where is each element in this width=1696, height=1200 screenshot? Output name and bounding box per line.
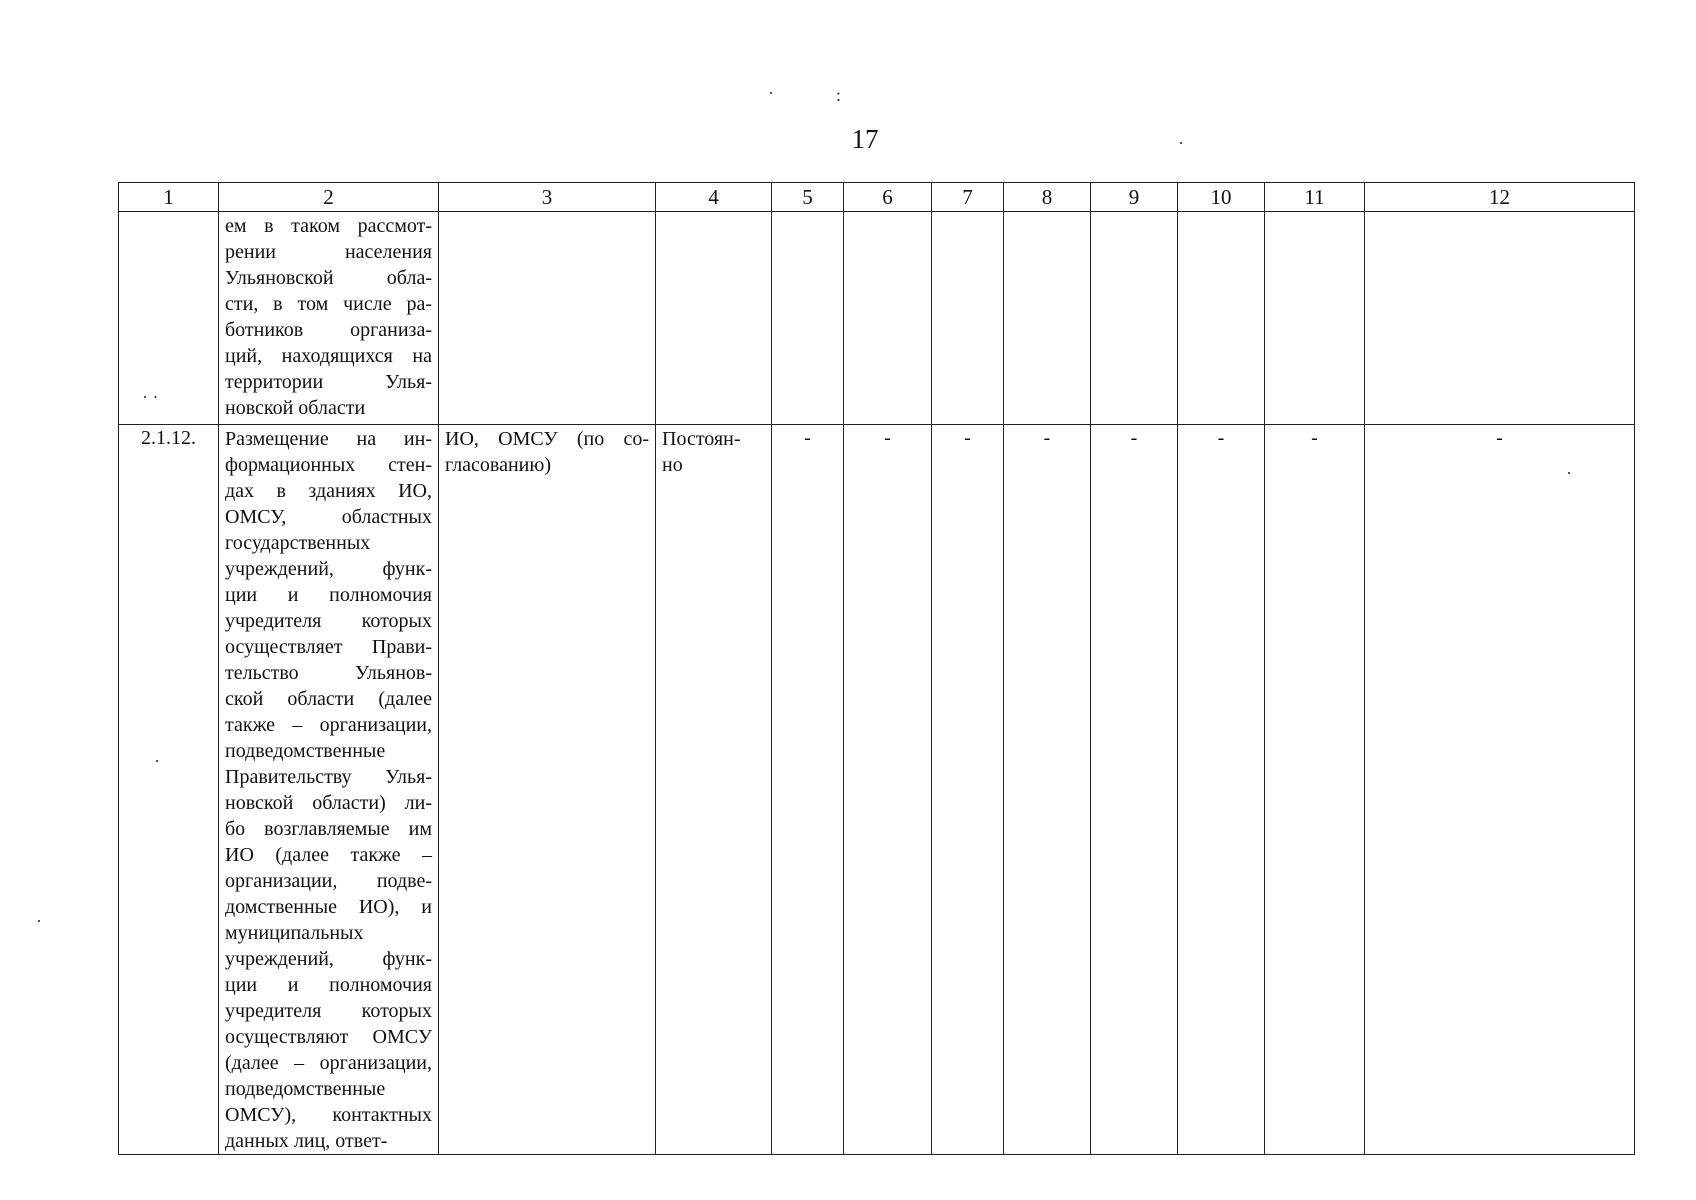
- text-line: организации, подве-: [225, 870, 432, 892]
- dash-cell: -: [844, 425, 932, 1155]
- text-line: дах в зданиях ИО,: [225, 480, 432, 502]
- column-header: 3: [439, 183, 656, 212]
- scan-speck: ·: [36, 911, 42, 931]
- dash-cell: -: [1004, 425, 1091, 1155]
- text-line: муниципальных: [225, 922, 364, 944]
- dash-cell: -: [1365, 425, 1635, 1155]
- description-lines: [219, 425, 438, 1154]
- scan-speck: ·: [1178, 133, 1184, 153]
- value-cell: [1178, 212, 1265, 425]
- text-line: территории Улья-: [225, 371, 432, 393]
- text-line: гласованию): [445, 454, 551, 476]
- text-line: учредителя которых: [225, 610, 432, 632]
- dash-cell: -: [1091, 425, 1178, 1155]
- description-cell: [219, 425, 439, 1155]
- value-cell: [1265, 212, 1365, 425]
- executor-lines: [439, 425, 655, 478]
- column-header: 7: [932, 183, 1004, 212]
- text-line: тельство Ульянов-: [225, 662, 432, 684]
- dash-cell: -: [1178, 425, 1265, 1155]
- value-cell: [844, 212, 932, 425]
- text-line: новской области) ли-: [225, 792, 432, 814]
- executor-cell: [439, 425, 656, 1155]
- text-line: Размещение на ин-: [225, 428, 432, 450]
- text-line: бо возглавляемые им: [225, 818, 432, 840]
- item-number-cell: [119, 212, 219, 425]
- text-line: также – организации,: [225, 714, 432, 736]
- column-header: 8: [1004, 183, 1091, 212]
- column-header: 5: [772, 183, 844, 212]
- value-cell: [1004, 212, 1091, 425]
- text-line: ИО (далее также –: [225, 844, 432, 866]
- page-number: 17: [851, 124, 879, 154]
- text-line: ции и полномочия: [225, 584, 432, 606]
- column-header: 4: [656, 183, 772, 212]
- text-line: учреждений, функ-: [225, 948, 432, 970]
- scan-speck: ·: [768, 83, 774, 103]
- text-line: Постоян-: [662, 428, 741, 450]
- text-line: формационных стен-: [225, 454, 432, 476]
- scan-speck: ·: [1566, 463, 1572, 483]
- text-line: Ульяновской обла-: [225, 267, 432, 289]
- text-line: но: [662, 454, 683, 476]
- text-line: государственных: [225, 532, 371, 554]
- column-number-row: [119, 183, 1635, 212]
- text-line: учредителя которых: [225, 1000, 432, 1022]
- dash-cell: -: [772, 425, 844, 1155]
- column-header: 11: [1265, 183, 1365, 212]
- text-line: подведомственные: [225, 1078, 386, 1100]
- dash-cell: -: [1265, 425, 1365, 1155]
- text-line: (далее – организации,: [225, 1052, 432, 1074]
- text-line: ем в таком рассмот-: [225, 215, 432, 237]
- text-line: ской области (далее: [225, 688, 432, 710]
- column-header: 1: [119, 183, 219, 212]
- text-line: Правительству Улья-: [225, 766, 432, 788]
- text-line: осуществляют ОМСУ: [225, 1026, 432, 1048]
- text-line: ций, находящихся на: [225, 345, 432, 367]
- value-cell: [1091, 212, 1178, 425]
- column-header: 6: [844, 183, 932, 212]
- table-row-continued: [119, 212, 1635, 425]
- description-cell: [219, 212, 439, 425]
- column-header: 10: [1178, 183, 1265, 212]
- executor-cell: [439, 212, 656, 425]
- scan-speck: ·: [154, 751, 160, 771]
- column-header: 2: [219, 183, 439, 212]
- table-row-2-1-12: [119, 425, 1635, 1155]
- item-number-cell: 2.1.12.: [119, 425, 219, 1155]
- value-cell: [1365, 212, 1635, 425]
- plan-table: [118, 182, 1635, 1155]
- text-line: ботников организа-: [225, 319, 432, 341]
- value-cell: [932, 212, 1004, 425]
- scan-speck: :: [836, 85, 842, 105]
- text-line: данных лиц, ответ-: [225, 1130, 388, 1152]
- value-cell: [772, 212, 844, 425]
- deadline-cell: [656, 425, 772, 1155]
- column-header: 9: [1091, 183, 1178, 212]
- text-line: рении населения: [225, 241, 432, 263]
- text-line: ИО, ОМСУ (по со-: [445, 428, 649, 450]
- text-line: подведомственные: [225, 740, 386, 762]
- text-line: осуществляет Прави-: [225, 636, 432, 658]
- text-line: ОМСУ, областных: [225, 506, 432, 528]
- deadline-cell: [656, 212, 772, 425]
- text-line: ции и полномочия: [225, 974, 432, 996]
- dash-cell: -: [932, 425, 1004, 1155]
- text-line: новской области: [225, 397, 366, 419]
- text-line: домственные ИО), и: [225, 896, 432, 918]
- text-line: ОМСУ), контактных: [225, 1104, 432, 1126]
- text-line: учреждений, функ-: [225, 558, 432, 580]
- scan-speck: · ·: [142, 387, 159, 407]
- column-header: 12: [1365, 183, 1635, 212]
- text-line: сти, в том числе ра-: [225, 293, 432, 315]
- deadline-lines: [656, 425, 771, 478]
- description-lines: [219, 212, 438, 421]
